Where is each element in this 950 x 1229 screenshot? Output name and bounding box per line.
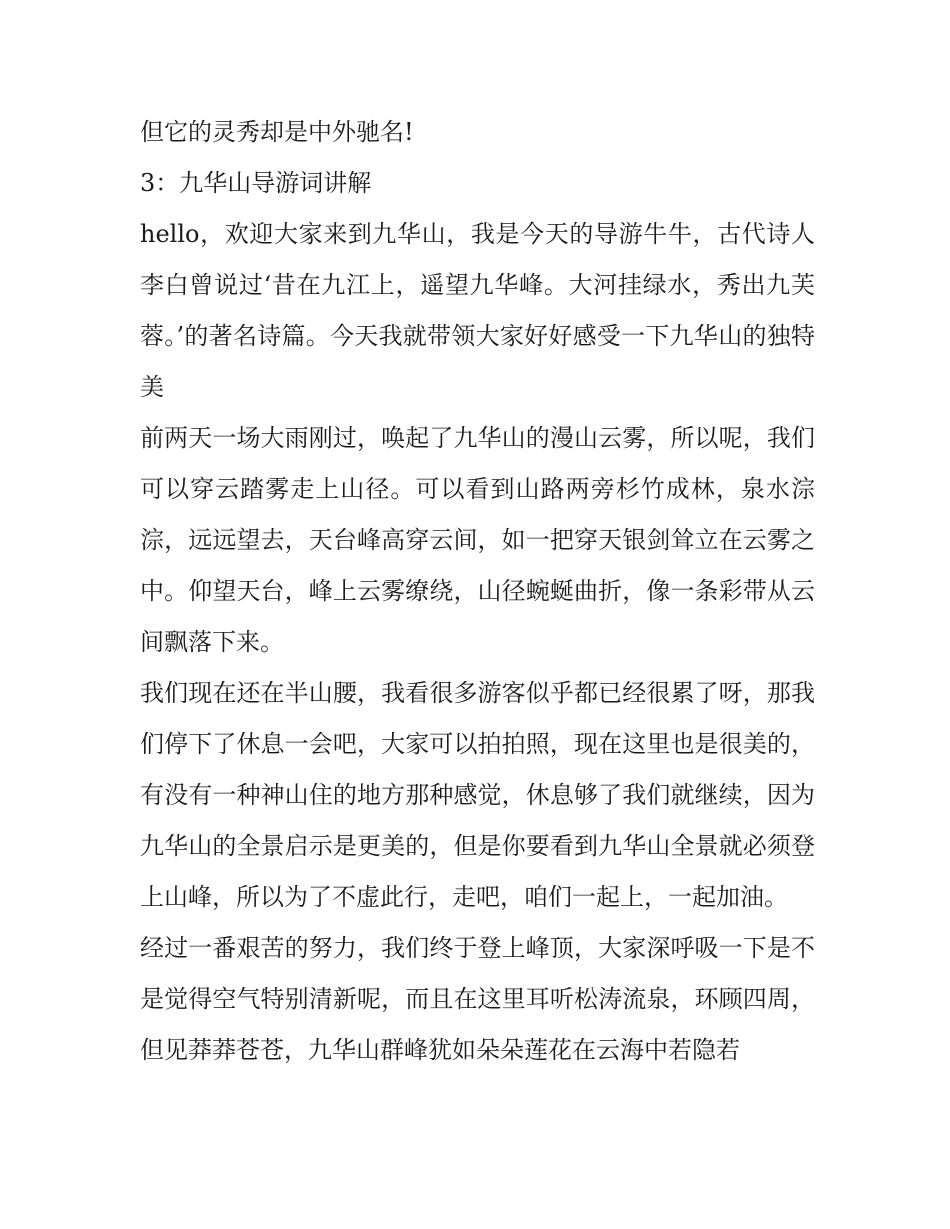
section-heading: 3：九华山导游词讲解 [140, 169, 372, 197]
paragraph-continuation: 但它的灵秀却是中外驰名! [140, 118, 414, 146]
document-body [140, 107, 815, 1076]
paragraph-intro: hello，欢迎大家来到九华山，我是今天的导游牛牛，古代诗人李白曾说过‘昔在九江上，遥望九华峰。大河挂绿水，秀出九芙蓉。’的著名诗篇。今天我就带领大家好好感受一下九华山的独特美 [140, 220, 815, 401]
paragraph-clouds: 前两天一场大雨刚过，唤起了九华山的漫山云雾，所以呢，我们可以穿云踏雾走上山径。可以看到山路两旁杉竹成林，泉水淙淙，远远望去，天台峰高穿云间，如一把穿天银剑耸立在云雾之中。仰望天台，峰上云雾缭绕，山径蜿蜒曲折，像一条彩带从云间飘落下来。 [140, 424, 815, 656]
paragraph-rest: 我们现在还在半山腰，我看很多游客似乎都已经很累了呀，那我们停下了休息一会吧，大家可以拍拍照，现在这里也是很美的，有没有一种神山住的地方那种感觉，休息够了我们就继续，因为九华山的全景启示是更美的，但是你要看到九华山全景就必须登上山峰，所以为了不虚此行，走吧，咱们一起上，一起加油。 [140, 679, 815, 911]
paragraph-summit: 经过一番艰苦的努力，我们终于登上峰顶，大家深呼吸一下是不是觉得空气特别清新呢，而且在这里耳听松涛流泉，环顾四周，但见莽莽苍苍，九华山群峰犹如朵朵莲花在云海中若隐若 [140, 934, 815, 1064]
